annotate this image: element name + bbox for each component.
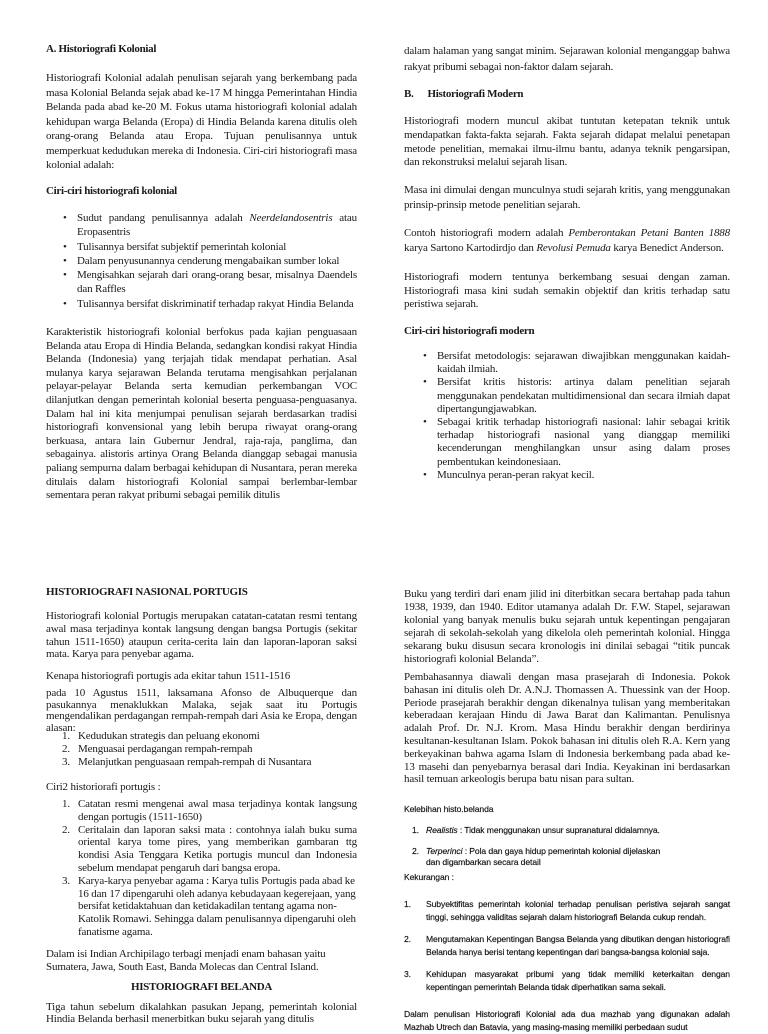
list-item — [62, 874, 357, 939]
term: Realistis — [426, 825, 458, 835]
list-number: 1. — [62, 730, 70, 742]
heading-belanda: HISTORIOGRAFI BELANDA — [130, 981, 273, 993]
list-number: 3. — [62, 874, 70, 887]
list-item-text: Bersifat kritis historis: artinya dalam penelitian sejarah menggunakan pendekatan multidimensional dan secara ilmiah dapat dipertangungjawabkan. — [437, 376, 730, 415]
kekurangan-title: Kekurangan : — [404, 872, 454, 882]
list-item-text: Sudut pandang penulisannya adalah — [77, 212, 250, 224]
separator: : — [457, 825, 465, 835]
paragraph: Historiografi kolonial Portugis merupakan catatan-catatan resmi tentang awal masa terjadinya kontak langsung dengan bangsa Portugis (sekitar tahun 1511-1650) ataupun cerita-cerita lain dan laporan-laporan saksi mata. Karya para penyebar agama. — [46, 610, 357, 661]
heading-ciri-modern: Ciri-ciri historiografi modern — [404, 325, 535, 337]
kelebihan-title: Kelebihan histo.belanda — [404, 804, 494, 814]
paragraph: Dalam penulisan Historiografi Kolonial ada dua mazhab yang digunakan adalah Mazhab Utrech dan Batavia, yang masing-masing memiliki perbedaan sudut — [404, 1009, 730, 1032]
list-item-text: Dalam penyusunannya cenderung mengabaikan sumber lokal — [77, 254, 340, 267]
paragraph: Masa ini dimulai dengan munculnya studi sejarah kritis, yang menggunakan prinsip-prinsip metode penelitian sejarah. — [404, 184, 730, 211]
paragraph: Historiografi Kolonial adalah penulisan sejarah yang berkembang pada masa Kolonial Belanda sejak abad ke-17 M hingga Pemerintahan Hindia Belanda pada abad ke-20 M. Fokus utama historiografi kolonial adalah kehidupan warga Belanda (Eropa) di Hindia Belanda karena ditulis oleh orang-orang Belanda atau Eropa. Tujuan penulisannya untuk memperkuat kedudukan mereka di Indonesia. Ciri-ciri historiografi masa kolonial adalah: — [46, 72, 357, 171]
list-item — [423, 376, 730, 416]
list-item-text: atau Eropasentris — [77, 212, 357, 239]
paragraph: Historiografi modern muncul akibat tuntutan ketepatan teknik untuk mendapatkan fakta-fakta sejarah. Fakta sejarah didapat melalui penetapan metode penelitian, memakai ilmu-ilmu bantu, adanya teknik pengarsipan, dan rekonstruksi melalui sejarah lisan. — [404, 115, 730, 169]
reasons-list — [62, 730, 357, 769]
bullet-icon: • — [63, 212, 67, 224]
traits-list — [62, 798, 357, 939]
list-item-text: Kedudukan strategis dan peluang ekonomi — [78, 730, 260, 742]
text: Contoh historiografi modern adalah — [404, 227, 569, 239]
kelebihan-list — [412, 825, 730, 868]
list-item-text: Sebagai kritik terhadap historiografi nasional: lahir sebagai kritik terhadap historiografi nasional yang dianggap memiliki kecenderungan menghilangkan unsur asing dalam proses pembentukan keindonesiaan. — [437, 416, 730, 468]
paragraph: Historiografi modern tentunya berkembang sesuai dengan zaman. Historiografi masa kini sudah semakin objektif dan kritis terhadap satu peristiwa sejarah. — [404, 271, 730, 310]
bullet-icon: • — [423, 416, 427, 429]
list-item-text: Subyektifitas pemerintah kolonial terhadap penulisan peristiva sejarah sangat tinggi, sehingga validitas sejarah dalam historiografi Belanda cukup rendah. — [426, 899, 730, 922]
paragraph: Pembahasannya diawali dengan masa prasejarah di Indonesia. Pokok bahasan ini ditulis oleh Dr. A.N.J. Thomassen A. Thuessink van der Hoop. Periode prasejarah berakhir dengan dikenalnya tulisan yang memberitakan keberadaan kerajaan Hindu di Jawa Barat dan Kalimantan. Penulisnya adalah Prof. Dr. N.J. Krom. Masa Hindu berakhir dengan berdirinya kesultanan-kesultanan Islam. Pokok bahasan ini ditulis oleh R.A. Kern yang berkeyakinan bahwa agama Islam di Indonesia berkembang pada abad ke-13 masehi dan penyebarnya berasal dari India. Keyakinan ini berdasarkan hasil temuan arkeologis berupa batu nisan para sultan. — [404, 671, 730, 786]
kekurangan-list — [404, 898, 730, 993]
paragraph: dalam halaman yang sangat minim. Sejarawan kolonial menganggap bahwa rakyat pribumi sebagai non-faktor dalam sejarah. — [404, 45, 730, 73]
list-item — [62, 730, 357, 743]
paragraph: Dalam isi Indian Archipilago terbagi menjadi enam bahasan yaitu Sumatera, Jawa, South East, Banda Molecas dan Central Island. — [46, 948, 326, 973]
list-item-text: Menguasai perdagangan rempah-rempah — [78, 743, 253, 755]
list-item-text: Catatan resmi mengenai awal masa terjadinya kontak langsung dengan portugis (1511-1650) — [78, 798, 357, 823]
paragraph: Ciri2 historiorafi portugis : — [46, 781, 161, 793]
heading-text: Historiografi Modern — [427, 88, 524, 100]
bullet-icon: • — [423, 376, 427, 389]
bullet-icon: • — [423, 350, 427, 362]
list-item — [423, 416, 730, 469]
italic-title: Pemberontakan Petani Banten 1888 — [568, 227, 731, 239]
list-item-text: Tulisannya bersifat subjektif pemerintah kolonial — [77, 240, 287, 253]
italic-title: Revolusi Pemuda — [536, 241, 611, 254]
paragraph: Kenapa historiografi portugis ada ekitar tahun 1511-1516 — [46, 670, 291, 682]
text: karya Sartono Kartodirdjo dan — [404, 241, 537, 254]
list-item-text: Mengisahkan sejarah dari orang-orang besar, misalnya Daendels dan Raffles — [77, 269, 357, 296]
list-item — [423, 468, 730, 482]
paragraph — [404, 226, 730, 255]
paragraph: Karakteristik historiografi kolonial berfokus pada kajian penguasaan Belanda atau Eropa di Hindia Belanda, sedangkan kondisi rakyat Hindia Belanda (Indonesia) yang terjajah tidak mendapat perhatian. Asal mulanya karya sejarawan Belanda terutama mengisahkan perjalanan pelayar-pelayar Belanda serta kemudian perkembangan VOC dilanjutkan dengan pemerintah kolonial beserta penguasa-penguasanya. Dalam hal ini kita menjumpai penulisan sejarah berdasarkan tradisi historiografi konvensional yang lebih berupa riwayat orang-orang berkuasa, antara lain Gubernur Jendral, raja-raja, panglima, dan sebagainya. alistoris artinya Orang Belanda dianggap sebagai manusia paliang sempurna dalam berbagai kehidupan di Nusantara, peran mereka ditulais dalam historiografi Kolonial sampai berlembar-lembar sementara peran rakyat pribumi sebagai pemilik ditulis — [46, 326, 357, 502]
list-item — [63, 211, 357, 240]
list-item — [63, 240, 357, 254]
bullet-icon: • — [63, 269, 67, 282]
paragraph: pada 10 Agustus 1511, laksamana Afonso de Albuquerque dan pasukannya menaklukkan Malaka, sejak saat itu Portugis mengendalikan perdagangan rempah-rempah dari Asia ke Eropa, dengan alasan: — [46, 687, 357, 734]
list-number: 3. — [62, 756, 70, 768]
list-item — [63, 268, 357, 297]
bullet-icon: • — [423, 468, 427, 481]
list-item — [63, 297, 357, 311]
list-number: 1. — [412, 825, 419, 835]
italic-term: Neerdelandosentris — [249, 212, 333, 224]
list-item-text: Mengutamakan Kepentingan Bangsa Belanda yang dibutikan dengan historiografi Belanda hanya berisi tentang kepentingan dari bangsa-bangsa kolonial saja. — [426, 934, 730, 957]
heading-number: B. — [404, 88, 414, 100]
list-item-text: Pola dan gaya hidup pemerintah kolonial dijelaskan dan digambarkan secara detail — [426, 846, 661, 867]
list-item — [404, 898, 730, 923]
heading-historiografi-modern — [404, 88, 730, 100]
list-item — [412, 846, 730, 868]
heading-ciri-kolonial: Ciri-ciri historiografi kolonial — [46, 185, 177, 197]
list-number: 1. — [404, 899, 411, 909]
paragraph: Tiga tahun sebelum dikalahkan pasukan Jepang, pemerintah kolonial Hindia Belanda berhasil menerbitkan buku sejarah yang ditulis — [46, 1001, 357, 1025]
list-item-text: Melanjutkan penguasaan rempah-rempah di Nusantara — [78, 756, 312, 768]
list-item — [412, 825, 730, 836]
bullet-list-kolonial — [63, 211, 357, 311]
bullet-icon: • — [63, 297, 67, 310]
list-item-text: Karya-karya penyebar agama : Karya tulis Portugis pada abad ke 16 dan 17 dipengaruhi oleh adanya kebudayaan kegerejaan, yang bersifat ketidaktahuan dan ketidakadilan tentang agama non-Katolik Romawi. Sehingga dalam penulisannya dipengaruhi oleh fanatisme agama. — [78, 874, 356, 938]
list-item — [423, 350, 730, 376]
list-item — [404, 968, 730, 993]
separator: : — [462, 846, 470, 856]
list-item — [62, 823, 357, 875]
heading-historiografi-kolonial: A. Historiografi Kolonial — [46, 43, 157, 55]
list-number: 2. — [62, 743, 70, 755]
list-item — [62, 798, 357, 824]
bullet-list-modern — [423, 350, 730, 482]
list-item — [404, 933, 730, 958]
list-number: 3. — [404, 969, 411, 979]
list-item-text: Kehidupan masyarakat pribumi yang tidak memiliki keterkaitan dengan kepentingan pemerintah Belanda tidak diperhatikan sama sekali. — [426, 969, 730, 992]
heading-portugis: HISTORIOGRAFI NASIONAL PORTUGIS — [46, 586, 248, 598]
list-item — [62, 743, 357, 756]
list-item-text: Tulisannya bersifat diskriminatif terhadap rakyat Hindia Belanda — [77, 297, 354, 310]
text: karya Benedict Anderson. — [610, 241, 724, 254]
list-number: 2. — [62, 823, 70, 836]
paragraph: Buku yang terdiri dari enam jilid ini diterbitkan secara bertahap pada tahun 1938, 1939, dan 1940. Editor utamanya adalah Dr. F.W. Stapel, sejarawan kolonial yang banyak menulis buku sejarah untuk kepentingan pengajaran sejarah di sekolah-sekolah yang dikelola oleh pemerintah kolonial. Hingga sekarang buku disusun secara kronologis ini dinilai sebagai “titik puncak historiografi kolonial Belanda”. — [404, 588, 730, 665]
list-item-text: Munculnya peran-peran rakyat kecil. — [437, 468, 595, 481]
list-number: 2. — [412, 846, 419, 856]
term: Terperinci — [426, 846, 463, 856]
list-item-text: Bersifat metodologis: sejarawan diwajibkan menggunakan kaidah-kaidah ilmiah. — [437, 350, 730, 376]
list-item — [62, 756, 357, 769]
list-number: 2. — [404, 934, 411, 944]
list-number: 1. — [62, 798, 70, 810]
bullet-icon: • — [63, 254, 67, 267]
bullet-icon: • — [63, 240, 67, 253]
list-item-text: Ceritalain dan laporan saksi mata : contohnya ialah buku suma oriental karya tome pires, yang memberikan gambaran ttg kondisi Asia Tenggara Ketika portugis muncul dan Indonesia sebelum mendapat pengaruh dari bangsa eropa. — [78, 823, 357, 874]
list-item-text: Tidak menggunakan unsur supranatural didalamnya. — [464, 825, 660, 835]
list-item — [63, 254, 357, 268]
